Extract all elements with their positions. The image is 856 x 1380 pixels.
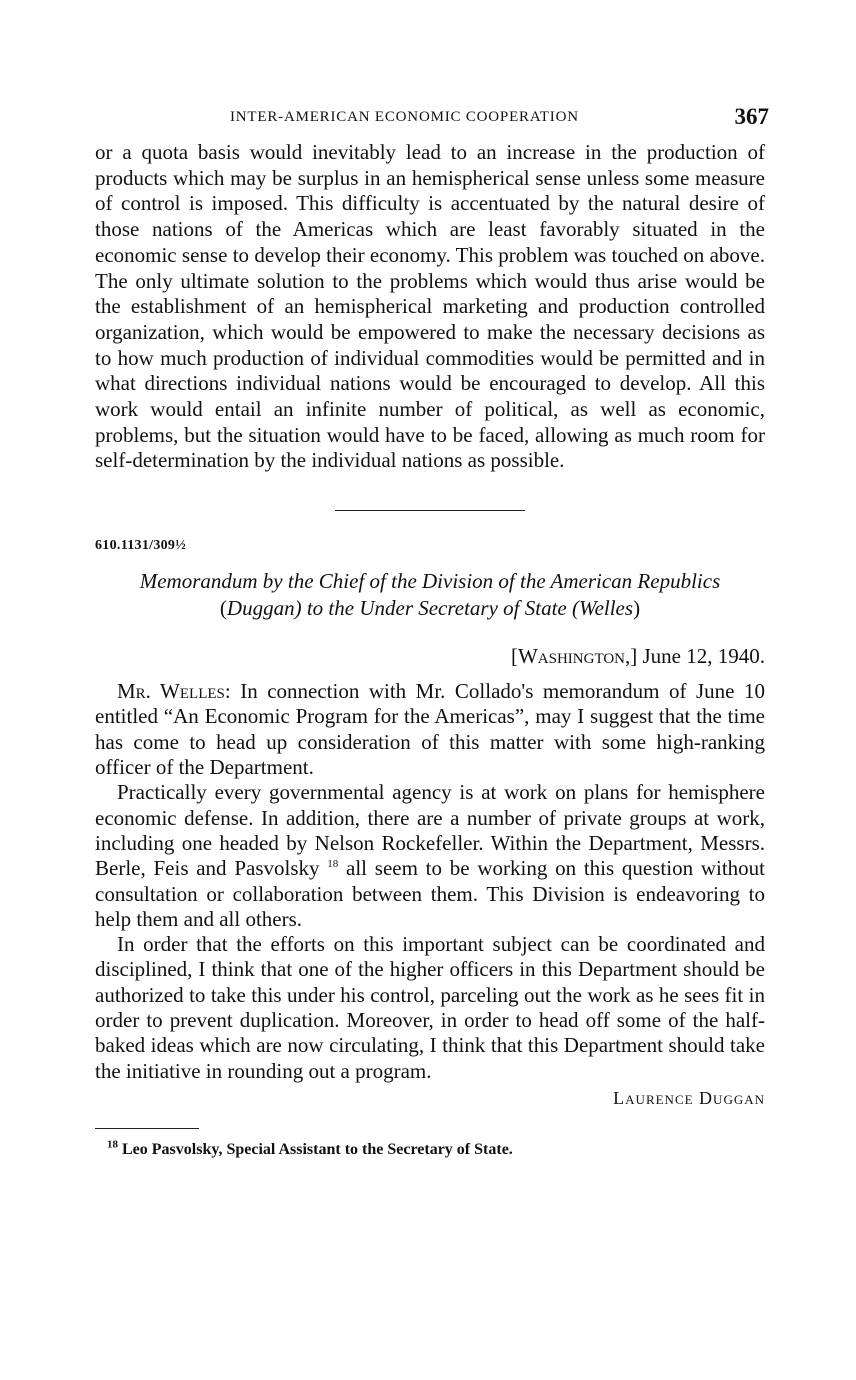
memo-paragraph-1 [95,679,765,780]
footnote-text: Leo Pasvolsky, Special Assistant to the Secretary of State. [122,1140,513,1158]
footnote-rule [95,1128,199,1129]
title-middle: ) to the Under Secretary of State ( [294,596,579,621]
memo-paragraph-2 [95,780,765,932]
page-number: 367 [734,104,769,129]
memo-paragraph-3: In order that the efforts on this important subject can be coordinated and disciplined, I think that one of the higher officers in this Department should be authorized to take this under his control, parceling out the work as he sees fit in order to prevent duplication. Moreover, in order to head off some of the half-baked ideas which are now circulating, I think that this Department should take the initiative in rounding out a program. [95,932,765,1083]
paragraph-2-text-b: all seem to be working on this question without consultation or collaboration between them. This Division is endeavoring to help them and all others. [95,856,766,931]
running-title: INTER-AMERICAN ECONOMIC COOPERATION [230,109,579,125]
date-place: [Washington,] [510,644,638,669]
footnote [95,1138,765,1159]
file-number: 610.1131/309½ [95,538,187,554]
footnote-marker: 18 [107,1138,118,1151]
paragraph-1-text: In connection with Mr. Collado's memorandum of June 10 entitled “An Economic Program for the Americas”, may I suggest that the time has come to head up consideration of this matter with some high-ranking officer of the Department. [95,679,765,780]
date-value: June 12, 1940. [642,644,765,669]
signature: Laurence Duggan [613,1087,765,1108]
title-name-welles: Welles [579,596,634,621]
title-paren-open: ( [219,596,227,621]
continuation-paragraph: or a quota basis would inevitably lead to an increase in the production of products which may be surplus in an hemispherical sense unless some measure of control is imposed. This difficulty is accentuated by the natural desire of those nations of the Americas which are least favorably situated in the economic sense to develop their economy. This problem was touched on above. The only ultimate solution to the problems which would thus arise would be the establishment of an hemispherical marketing and production controlled organization, which would be empowered to make the necessary decisions as to how much production of individual commodities would be permitted and in what directions individual nations would be encouraged to develop. All this work would entail an infinite number of political, as well as economic, problems, but the situation would have to be faced, allowing as much room for self-determination by the individual nations as possible. [95,140,765,473]
salutation: Mr. Welles: [117,679,231,704]
running-header [95,100,769,140]
document-page [95,100,769,1159]
title-paren-close: ) [633,596,641,621]
dateline [95,644,765,669]
memo-title-line-2 [95,595,765,622]
section-divider [335,510,525,511]
title-name-duggan: Duggan [226,596,295,621]
paragraph-2-text-a: Practically every governmental agency is at work on plans for hemisphere economic defense. In addition, there are a number of private groups at work, including one headed by Nelson Rockefeller. Within the Department, Messrs. Berle, Feis and Pasvolsky [95,780,765,881]
footnote-reference[interactable]: 18 [327,858,339,871]
memo-title [95,568,765,622]
memo-title-line-1: Memorandum by the Chief of the Division of the American Republics [139,569,721,594]
memo-body [95,679,765,1084]
